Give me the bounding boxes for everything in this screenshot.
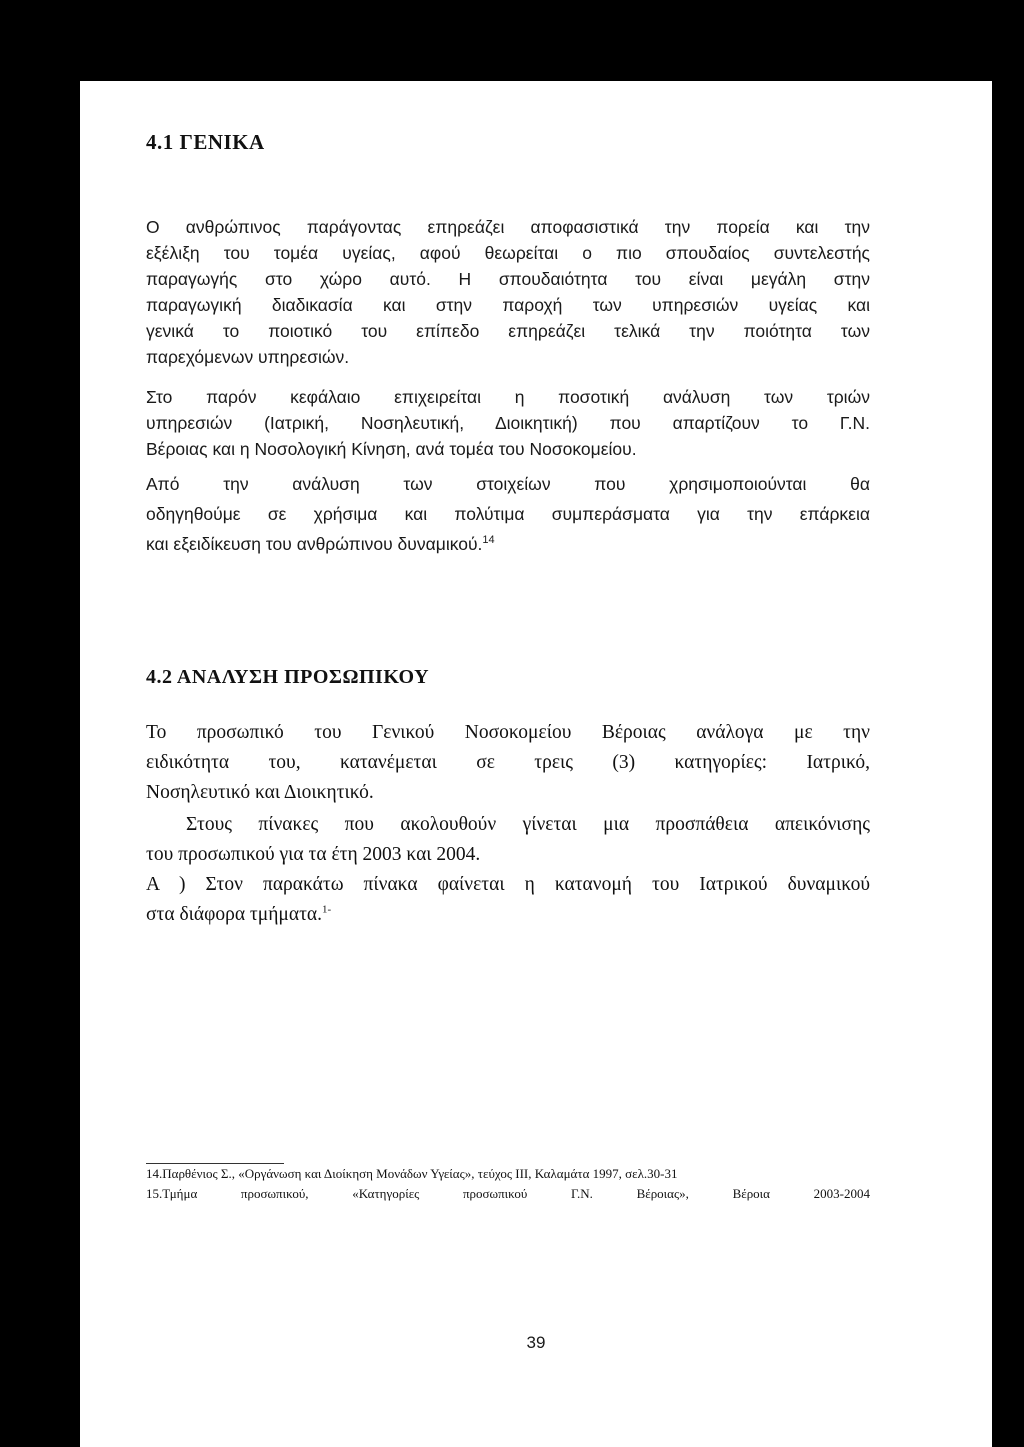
paragraph-line: Στους πίνακες που ακολουθούν γίνεται μια προσπάθεια απεικόνισης	[186, 814, 870, 835]
footnote-reference: 14	[482, 534, 495, 547]
paragraph-line: Ο ανθρώπινος παράγοντας επηρεάζει αποφασιστικά την πορεία και την	[146, 217, 870, 237]
paragraph-line: Νοσηλευτικό και Διοικητικό.	[146, 782, 374, 803]
paragraph-line: του προσωπικού για τα έτη 2003 και 2004.	[146, 844, 481, 865]
page-number: 39	[526, 1333, 546, 1352]
paragraph-line: Από την ανάλυση των στοιχείων που χρησιμοποιούνται θα	[146, 474, 870, 494]
document-page	[80, 81, 992, 1447]
paragraph-line: παραγωγική διαδικασία και στην παροχή των υπηρεσιών υγείας και	[146, 295, 870, 315]
paragraph-line: Α ) Στον παρακάτω πίνακα φαίνεται η κατανομή του Ιατρικού δυναμικού	[146, 874, 870, 895]
paragraph-line: παρεχόμενων υπηρεσιών.	[146, 347, 350, 367]
paragraph-line: Στο παρόν κεφάλαιο επιχειρείται η ποσοτική ανάλυση των τριών	[146, 387, 870, 407]
paragraph-line: γενικά το ποιοτικό του επίπεδο επηρεάζει τελικά την ποιότητα των	[146, 321, 870, 341]
paragraph-line: εξέλιξη του τομέα υγείας, αφού θεωρείται ο πιο σπουδαίος συντελεστής	[146, 243, 870, 263]
paragraph-text: στα διάφορα τμήματα.	[146, 904, 323, 925]
paragraph-line: ειδικότητα του, κατανέμεται σε τρεις (3) κατηγορίες: Ιατρικό,	[146, 752, 870, 773]
footnote-reference: 1-	[322, 904, 332, 916]
paragraph-line: παραγωγής στο χώρο αυτό. Η σπουδαιότητα του είναι μεγάλη στην	[146, 269, 870, 289]
section-heading-staff-analysis: 4.2 ΑΝΑΛΥΣΗ ΠΡΟΣΩΠΙΚΟΥ	[146, 666, 430, 688]
paragraph-line	[146, 904, 870, 926]
footnote-divider	[146, 1163, 284, 1164]
paragraph-line	[146, 534, 870, 555]
section-heading-general: 4.1 ΓΕΝΙΚΑ	[146, 130, 265, 154]
paragraph-line: Βέροιας και η Νοσολογική Κίνηση, ανά τομέα του Νοσοκομείου.	[146, 439, 637, 459]
footnote: 14.Παρθένιος Σ., «Οργάνωση και Διοίκηση Μονάδων Υγείας», τεύχος ΙΙΙ, Καλαμάτα 1997, σελ.30-31	[146, 1166, 678, 1181]
footnote: 15.Τμήμα προσωπικού, «Κατηγορίες προσωπικού Γ.Ν. Βέροιας», Βέροια 2003-2004	[146, 1186, 870, 1201]
paragraph-line: Το προσωπικό του Γενικού Νοσοκομείου Βέροιας ανάλογα με την	[146, 722, 870, 743]
paragraph-line: υπηρεσιών (Ιατρική, Νοσηλευτική, Διοικητική) που απαρτίζουν το Γ.Ν.	[146, 413, 870, 433]
paragraph-text: και εξειδίκευση του ανθρώπινου δυναμικού.	[146, 534, 483, 554]
paragraph-line: οδηγηθούμε σε χρήσιμα και πολύτιμα συμπεράσματα για την επάρκεια	[146, 504, 870, 524]
